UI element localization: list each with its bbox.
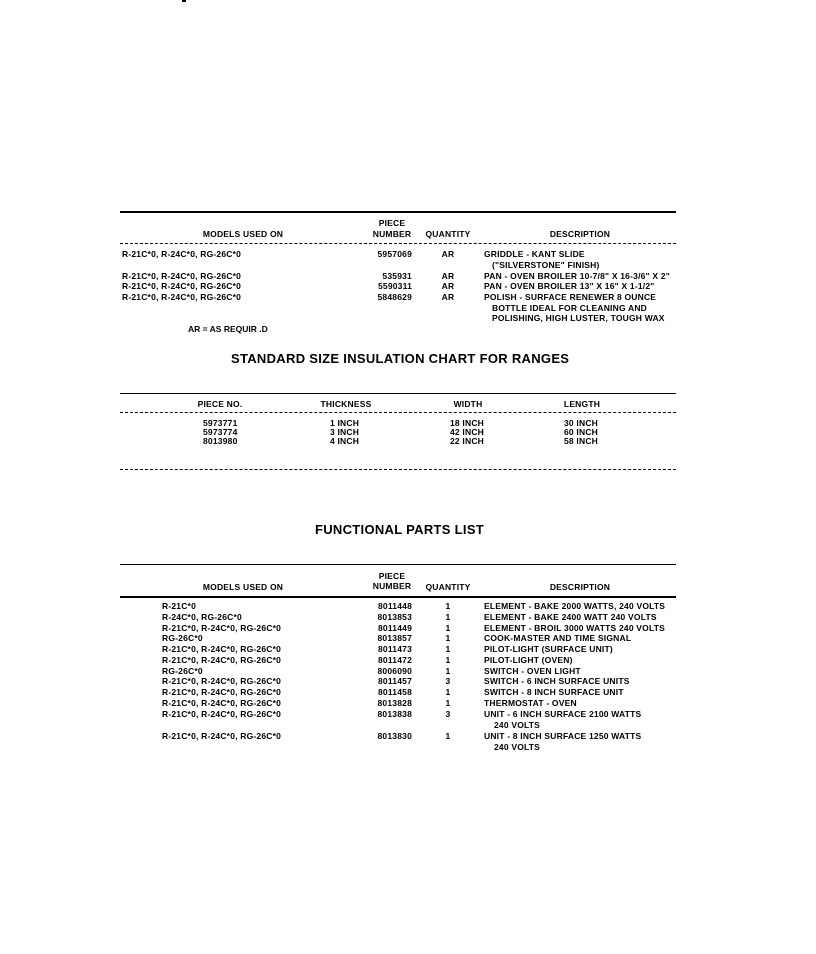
- insulation-piece-no: 5973774: [203, 427, 238, 437]
- accessories-header-piece-1: PIECE: [378, 218, 406, 228]
- part-quantity: 1: [445, 601, 451, 611]
- part-models: RG-26C*0: [162, 633, 203, 643]
- scan-mark: [182, 0, 186, 2]
- part-piece-number: 8011473: [377, 644, 412, 654]
- insulation-header-width: WIDTH: [453, 399, 483, 409]
- part-piece-number: 8013830: [377, 731, 412, 741]
- accessory-models: R-21C*0, R-24C*0, RG-26C*0: [122, 271, 242, 281]
- part-description: SWITCH - 6 INCH SURFACE UNITS: [484, 676, 630, 686]
- part-piece-number: 8011449: [377, 623, 412, 633]
- parts-header-piece-1: PIECE: [378, 571, 406, 581]
- part-models: R-21C*0, R-24C*0, RG-26C*0: [162, 623, 282, 633]
- part-description: PILOT-LIGHT (SURFACE UNIT): [484, 644, 613, 654]
- accessory-description: PAN - OVEN BROILER 10-7/8" X 16-3/6" X 2": [484, 271, 670, 281]
- accessory-description: BOTTLE IDEAL FOR CLEANING AND: [492, 302, 648, 313]
- accessory-piece-number: 5590311: [377, 281, 412, 291]
- part-models: R-21C*0, R-24C*0, RG-26C*0: [162, 709, 282, 719]
- accessories-header-description: DESCRIPTION: [549, 229, 611, 239]
- insulation-length: 58 INCH: [564, 436, 598, 446]
- parts-top-rule: [120, 564, 676, 565]
- as-required-note: AR = AS REQUIR .D: [188, 324, 268, 334]
- parts-header-piece-2: NUMBER: [372, 581, 412, 591]
- part-piece-number: 8013853: [377, 612, 412, 622]
- part-description: THERMOSTAT - OVEN: [484, 698, 577, 708]
- insulation-length: 60 INCH: [564, 427, 598, 437]
- insulation-header-length: LENGTH: [563, 399, 601, 409]
- accessory-quantity: AR: [441, 281, 455, 291]
- part-piece-number: 8011472: [377, 655, 412, 665]
- accessory-models: R-21C*0, R-24C*0, RG-26C*0: [122, 292, 242, 302]
- part-description: SWITCH - 8 INCH SURFACE UNIT: [484, 687, 624, 697]
- part-models: R-24C*0, RG-26C*0: [162, 612, 242, 622]
- insulation-length: 30 INCH: [564, 418, 598, 428]
- part-piece-number: 8011458: [377, 687, 412, 697]
- accessories-header-models: MODELS USED ON: [202, 229, 284, 239]
- part-description: UNIT - 6 INCH SURFACE 2100 WATTS: [484, 709, 642, 719]
- part-description: 240 VOLTS: [494, 720, 541, 730]
- accessory-description: ("SILVERSTONE" FINISH): [492, 259, 600, 270]
- part-models: R-21C*0, R-24C*0, RG-26C*0: [162, 698, 282, 708]
- part-piece-number: 8013857: [377, 633, 412, 643]
- part-models: R-21C*0, R-24C*0, RG-26C*0: [162, 731, 282, 741]
- part-description: COOK-MASTER AND TIME SIGNAL: [484, 633, 632, 643]
- accessory-description: PAN - OVEN BROILER 13" X 16" X 1-1/2": [484, 281, 655, 291]
- part-description: PILOT-LIGHT (OVEN): [484, 655, 573, 665]
- parts-header-models: MODELS USED ON: [202, 582, 284, 592]
- accessories-top-rule: [120, 211, 676, 213]
- part-quantity: 1: [445, 687, 451, 697]
- part-models: R-21C*0, R-24C*0, RG-26C*0: [162, 655, 282, 665]
- accessory-quantity: AR: [441, 271, 455, 281]
- parts-header-quantity: QUANTITY: [425, 582, 471, 592]
- insulation-piece-no: 8013980: [203, 436, 238, 446]
- accessory-piece-number: 5957069: [377, 249, 412, 259]
- part-quantity: 1: [445, 644, 451, 654]
- part-quantity: 1: [445, 623, 451, 633]
- insulation-width: 22 INCH: [450, 436, 484, 446]
- insulation-thickness: 1 INCH: [330, 418, 360, 428]
- part-quantity: 1: [445, 666, 451, 676]
- accessory-quantity: AR: [441, 292, 455, 302]
- part-models: R-21C*0, R-24C*0, RG-26C*0: [162, 687, 282, 697]
- accessory-description: POLISH - SURFACE RENEWER 8 OUNCE: [484, 292, 657, 302]
- part-description: 240 VOLTS: [494, 742, 541, 752]
- part-description: ELEMENT - BROIL 3000 WATTS 240 VOLTS: [484, 623, 666, 633]
- part-quantity: 1: [445, 698, 451, 708]
- insulation-width: 42 INCH: [450, 427, 484, 437]
- part-quantity: 3: [445, 676, 451, 686]
- insulation-header-thickness: THICKNESS: [320, 399, 372, 409]
- parts-header-description: DESCRIPTION: [549, 582, 611, 592]
- part-description: ELEMENT - BAKE 2000 WATTS, 240 VOLTS: [484, 601, 666, 611]
- accessory-piece-number: 5848629: [377, 292, 412, 302]
- accessories-header-piece-2: NUMBER: [372, 229, 412, 239]
- part-models: R-21C*0: [162, 601, 196, 611]
- accessory-models: R-21C*0, R-24C*0, RG-26C*0: [122, 281, 242, 291]
- part-piece-number: 8013838: [377, 709, 412, 719]
- insulation-width: 18 INCH: [450, 418, 484, 428]
- part-piece-number: 8013828: [377, 698, 412, 708]
- accessory-description: POLISHING, HIGH LUSTER, TOUGH WAX: [492, 313, 665, 323]
- part-quantity: 1: [445, 633, 451, 643]
- accessory-description: GRIDDLE - KANT SLIDE: [484, 249, 585, 259]
- part-models: R-21C*0, R-24C*0, RG-26C*0: [162, 676, 282, 686]
- accessories-header-rule: [120, 243, 676, 244]
- accessory-piece-number: 535931: [382, 271, 412, 281]
- part-quantity: 3: [445, 709, 451, 719]
- part-quantity: 1: [445, 731, 451, 741]
- part-piece-number: 8006090: [377, 666, 412, 676]
- parts-header-rule: [120, 596, 676, 598]
- insulation-bottom-rule: [120, 469, 676, 470]
- part-piece-number: 8011448: [377, 601, 412, 611]
- part-description: UNIT - 8 INCH SURFACE 1250 WATTS: [484, 731, 642, 741]
- insulation-thickness: 3 INCH: [330, 427, 360, 437]
- insulation-thickness: 4 INCH: [330, 436, 360, 446]
- part-description: ELEMENT - BAKE 2400 WATT 240 VOLTS: [484, 612, 657, 622]
- part-models: R-21C*0, R-24C*0, RG-26C*0: [162, 644, 282, 654]
- accessories-header-quantity: QUANTITY: [425, 229, 471, 239]
- accessory-quantity: AR: [441, 249, 455, 259]
- part-description: SWITCH - OVEN LIGHT: [484, 666, 581, 676]
- part-piece-number: 8011457: [377, 676, 412, 686]
- insulation-chart-title: STANDARD SIZE INSULATION CHART FOR RANGES: [231, 351, 570, 366]
- accessory-models: R-21C*0, R-24C*0, RG-26C*0: [122, 249, 242, 259]
- insulation-piece-no: 5973771: [203, 418, 238, 428]
- part-models: RG-26C*0: [162, 666, 203, 676]
- insulation-header-rule: [120, 412, 676, 413]
- insulation-top-rule: [120, 393, 676, 394]
- insulation-header-piece-no: PIECE NO.: [197, 399, 243, 409]
- part-quantity: 1: [445, 655, 451, 665]
- part-quantity: 1: [445, 612, 451, 622]
- functional-parts-title: FUNCTIONAL PARTS LIST: [315, 522, 485, 537]
